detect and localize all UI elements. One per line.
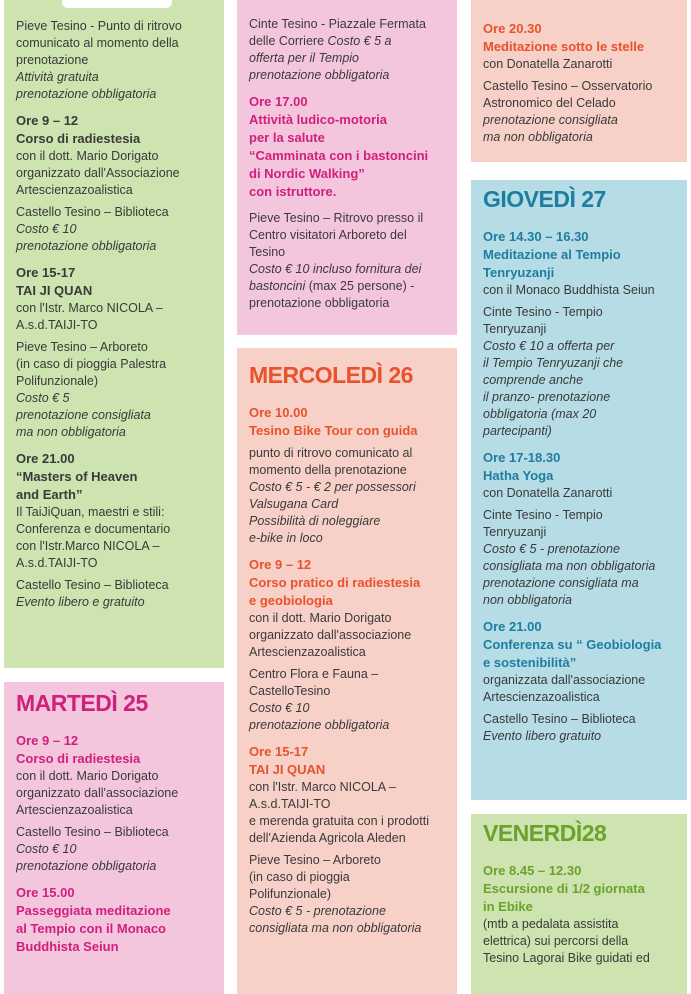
event-place: Tenryuzanji (483, 524, 547, 539)
event-title: TAI JI QUAN (16, 283, 93, 298)
event-place: Cinte Tesino - Tempio (483, 304, 603, 319)
event-place: Pieve Tesino – Ritrovo presso il (249, 211, 424, 225)
event-desc: con l'Istr. Marco NICOLA – (249, 779, 396, 794)
event-place: Tenryuzanji (483, 321, 547, 336)
panel-wednesday-continued (471, 0, 687, 162)
event-title: Corso di radiestesia (16, 131, 141, 146)
event-title: di Nordic Walking” (249, 166, 365, 181)
event-cost: prenotazione obbligatoria (16, 87, 157, 101)
event-title: Corso pratico di radiestesia (249, 574, 421, 590)
event-time: Ore 21.00 (16, 451, 75, 466)
event-cost: prenotazione consigliata ma (483, 575, 639, 590)
event-desc: con il dott. Mario Dorigato (249, 610, 392, 625)
event-place: Centro visitatori Arboreto del (249, 228, 407, 242)
event-cost: ma non obbligatoria (483, 130, 593, 144)
event-desc: con il dott. Mario Dorigato (16, 768, 159, 783)
day-heading: MERCOLEDÌ 26 (249, 362, 413, 388)
panel-tuesday (4, 682, 224, 994)
event-cost-text: bastoncini (249, 279, 306, 293)
event-time: Ore 15-17 (249, 743, 309, 759)
event-place: (in caso di pioggia (249, 869, 350, 884)
event-cost: Evento libero gratuito (483, 728, 602, 743)
event-title: Escursione di 1/2 giornata (483, 880, 645, 896)
event-desc: Artescienzazoalistica (16, 802, 133, 817)
event-cost: Costo € 5 - € 2 per possessori (249, 479, 416, 494)
event-cost: comprende anche (483, 372, 584, 387)
event-desc: Il TaiJiQuan, maestri e stili: (16, 505, 165, 519)
event-cost: Attività gratuita (16, 70, 99, 84)
event-cost: prenotazione obbligatoria (249, 68, 390, 82)
event-place: CastelloTesino (249, 683, 331, 698)
event-desc: A.s.d.TAIJI-TO (16, 318, 98, 332)
event-desc: Tesino Lagorai Bike guidati ed (483, 950, 650, 965)
event-desc: organizzata dall'associazione (483, 672, 646, 687)
event-cost: Costo € 10 (16, 222, 77, 236)
event-place: Astronomico del Celado (483, 96, 616, 110)
event-desc: elettrica) sui percorsi della (483, 933, 629, 948)
event-cost: consigliata ma non obbligatoria (483, 558, 656, 573)
event-place: Cinte Tesino - Piazzale Fermata (249, 17, 426, 31)
event-time: Ore 21.00 (483, 618, 542, 634)
event-time: Ore 15.00 (16, 884, 75, 900)
event-cost: Costo € 10 a offerta per (483, 338, 615, 353)
event-place: Pieve Tesino – Arboreto (249, 852, 381, 867)
event-place (249, 33, 445, 50)
event-cost: Costo € 10 incluso fornitura dei (249, 262, 422, 276)
event-cost: prenotazione obbligatoria (16, 239, 157, 253)
event-cost: Costo € 10 (249, 700, 310, 715)
event-title: Buddhista Seiun (16, 938, 119, 954)
event-place: Castello Tesino – Biblioteca (16, 205, 169, 219)
event-cost (249, 278, 445, 295)
event-desc: (mtb a pedalata assistita (483, 916, 619, 931)
event-title: Passeggiata meditazione (16, 902, 171, 918)
event-time: Ore 9 – 12 (16, 113, 79, 128)
event-title: Tesino Bike Tour con guida (249, 422, 418, 438)
event-time: Ore 20.30 (483, 21, 542, 36)
event-place: Cinte Tesino - Tempio (483, 507, 603, 522)
event-title: Tenryuzanji (483, 264, 555, 280)
event-place: Castello Tesino – Osservatorio (483, 79, 653, 93)
event-time: Ore 15-17 (16, 265, 76, 280)
event-desc: Artescienzazoalistica (483, 689, 600, 704)
panel-tuesday-continued (237, 0, 457, 335)
event-place: Polifunzionale) (16, 374, 98, 388)
event-cost: prenotazione obbligatoria (249, 717, 390, 732)
event-cost: il pranzo- prenotazione (483, 389, 611, 404)
event-cost: Costo € 5 - prenotazione (483, 541, 620, 556)
panel-friday (471, 814, 687, 994)
panel-tab (62, 0, 172, 8)
event-desc: Artescienzazoalistica (249, 644, 366, 659)
event-place: Castello Tesino – Biblioteca (16, 578, 169, 592)
event-cost: e-bike in loco (249, 530, 323, 545)
event-desc: A.s.d.TAIJI-TO (249, 796, 331, 811)
event-desc: organizzato dall'Associazione (16, 166, 180, 180)
event-time: Ore 8.45 – 12.30 (483, 862, 582, 878)
event-time: Ore 17.00 (249, 94, 308, 109)
event-desc: organizzato dall'associazione (249, 627, 412, 642)
event-cost: obbligatoria (max 20 (483, 406, 597, 421)
event-title: al Tempio con il Monaco (16, 920, 166, 936)
panel-monday-continued (4, 0, 224, 668)
day-heading: MARTEDÌ 25 (16, 690, 148, 716)
event-place: Pieve Tesino - Punto di ritrovo (16, 19, 182, 33)
event-place: Castello Tesino – Biblioteca (483, 711, 636, 726)
event-cost: non obbligatoria (483, 592, 572, 607)
event-cost: consigliata ma non obbligatoria (249, 920, 422, 935)
event-title: Attività ludico-motoria (249, 112, 387, 127)
event-place: Castello Tesino – Biblioteca (16, 824, 169, 839)
event-cost: Costo € 10 (16, 841, 77, 856)
event-cost: prenotazione obbligatoria (16, 858, 157, 873)
event-cost: prenotazione consigliata (483, 113, 618, 127)
event-title: TAI JI QUAN (249, 761, 326, 777)
event-cost: Possibilità di noleggiare (249, 513, 381, 528)
event-cost: Valsugana Card (249, 496, 339, 511)
event-title: Corso di radiestesia (16, 750, 141, 766)
event-title: in Ebike (483, 898, 533, 914)
event-desc: momento della prenotazione (249, 462, 407, 477)
event-title: e geobiologia (249, 592, 333, 608)
event-desc: Artescienzazoalistica (16, 183, 133, 197)
event-place: Centro Flora e Fauna – (249, 666, 379, 681)
event-cost: prenotazione obbligatoria (249, 296, 390, 310)
event-place: (in caso di pioggia Palestra (16, 357, 167, 371)
panel-thursday (471, 180, 687, 800)
event-cost: Evento libero e gratuito (16, 595, 145, 609)
event-title: Hatha Yoga (483, 467, 554, 483)
event-time: Ore 9 – 12 (16, 732, 79, 748)
event-place: prenotazione (16, 53, 89, 67)
event-place-text: delle Corriere (249, 34, 328, 48)
event-place: Pieve Tesino – Arboreto (16, 340, 148, 354)
event-desc: con Donatella Zanarotti (483, 57, 613, 71)
event-title: Conferenza su “ Geobiologia (483, 636, 662, 652)
event-desc: A.s.d.TAIJI-TO (16, 556, 98, 570)
event-place: Tesino (249, 245, 286, 259)
event-cost-text: Costo € 5 a (327, 34, 392, 48)
day-heading: VENERDÌ28 (483, 820, 607, 846)
event-time: Ore 14.30 – 16.30 (483, 228, 589, 244)
event-title: Meditazione sotto le stelle (483, 39, 645, 54)
event-cost: Costo € 5 (16, 391, 70, 405)
event-title: “Camminata con i bastoncini (249, 148, 429, 163)
event-place: comunicato al momento della (16, 36, 179, 50)
panel-wednesday (237, 348, 457, 994)
event-title: e sostenibilità” (483, 654, 577, 670)
event-cost: Costo € 5 - prenotazione (249, 903, 386, 918)
event-cost: offerta per il Tempio (249, 51, 360, 65)
event-cost: prenotazione consigliata (16, 408, 151, 422)
event-desc: organizzato dall'associazione (16, 785, 179, 800)
event-cost-text: (max 25 persone) - (305, 279, 415, 293)
event-title: per la salute (249, 130, 325, 145)
event-desc: Conferenza e documentario (16, 522, 171, 536)
event-desc: punto di ritrovo comunicato al (249, 445, 413, 460)
event-cost: il Tempio Tenryuzanji che (483, 355, 624, 370)
event-cost: ma non obbligatoria (16, 425, 126, 439)
event-title: con istruttore. (249, 184, 337, 199)
event-cost: partecipanti) (483, 423, 552, 438)
event-title: and Earth” (16, 487, 83, 502)
event-desc: con l'Istr. Marco NICOLA – (16, 301, 163, 315)
event-desc: dell'Azienda Agricola Aleden (249, 830, 406, 845)
event-desc: con il dott. Mario Dorigato (16, 149, 159, 163)
event-time: Ore 9 – 12 (249, 556, 312, 572)
event-time: Ore 17-18.30 (483, 449, 561, 465)
event-desc: con il Monaco Buddhista Seiun (483, 282, 655, 297)
event-time: Ore 10.00 (249, 404, 308, 420)
event-title: Meditazione al Tempio (483, 246, 621, 262)
event-title: “Masters of Heaven (16, 469, 138, 484)
event-desc: e merenda gratuita con i prodotti (249, 813, 429, 828)
event-desc: con Donatella Zanarotti (483, 485, 613, 500)
event-desc: con l'Istr.Marco NICOLA – (16, 539, 160, 553)
event-place: Polifunzionale) (249, 886, 331, 901)
day-heading: GIOVEDÌ 27 (483, 186, 606, 212)
